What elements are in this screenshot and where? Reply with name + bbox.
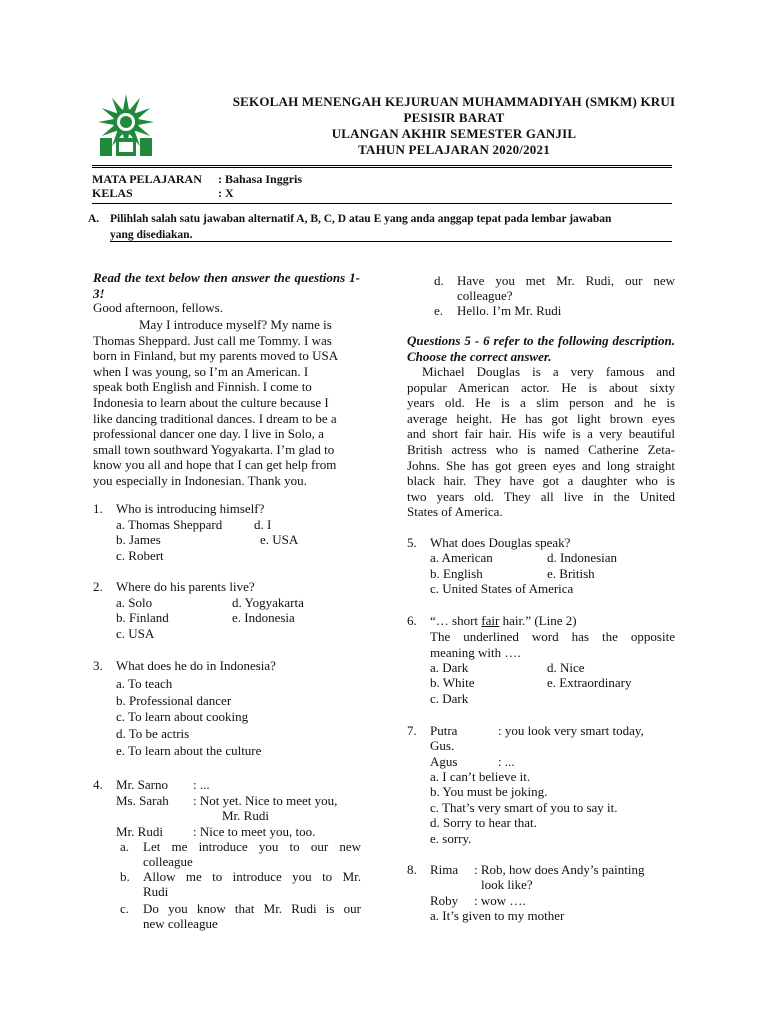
q5-option-a[interactable]: a. American: [430, 550, 493, 565]
q4-speaker-2: Ms. Sarah: [116, 793, 169, 808]
q3-option-c[interactable]: c. To learn about cooking: [116, 709, 249, 724]
q4-option-b-line-1[interactable]: Allow me to introduce you to Mr.: [143, 869, 361, 884]
q5-option-b[interactable]: b. English: [430, 566, 483, 581]
q5-option-c[interactable]: c. United States of America: [430, 581, 574, 596]
q1-question: Who is introducing himself?: [116, 501, 265, 516]
q8-number: 8.: [407, 862, 417, 877]
q4-line-2a: : Not yet. Nice to meet you,: [193, 793, 338, 808]
header-divider-bottom: [92, 167, 672, 168]
passage-line: black hair. They have got a daughter who is: [407, 473, 675, 489]
reading-instruction: Read the text below then answer the questions 1-3!: [93, 270, 360, 301]
q7-option-d[interactable]: d. Sorry to hear that.: [430, 815, 537, 830]
q4-number: 4.: [93, 777, 103, 792]
q7-line-1: : you look very smart today,: [498, 723, 644, 738]
q4-option-b-letter[interactable]: b.: [120, 869, 130, 884]
q6-question-post: hair.” (Line 2): [499, 613, 577, 628]
q4-option-a-line-2[interactable]: colleague: [143, 854, 193, 869]
section-2-instruction: Questions 5 - 6 refer to the following description. Choose the correct answer.: [407, 333, 675, 364]
passage-line: born in Finland, but my parents moved to USA: [93, 348, 339, 364]
q6-question-line-2: The underlined word has the opposite: [430, 629, 675, 644]
q4-option-c-letter[interactable]: c.: [120, 901, 130, 916]
q4-speaker-3: Mr. Rudi: [116, 824, 163, 839]
reading-passage: [93, 317, 360, 489]
q4-option-d-line-1[interactable]: Have you met Mr. Rudi, our new: [457, 273, 675, 288]
meta-divider: [92, 203, 672, 204]
passage-line: speak both English and Finnish. I come to: [93, 379, 312, 395]
q7-line-1b: Gus.: [430, 738, 455, 753]
instruction-letter: A.: [88, 213, 100, 225]
q2-option-d[interactable]: d. Yogyakarta: [232, 595, 304, 610]
passage-line: Johns. She has got green eyes and long straight: [407, 457, 675, 473]
passage-line: States of America.: [407, 504, 503, 520]
q7-option-a[interactable]: a. I can’t believe it.: [430, 769, 531, 784]
passage-line: when I was young, so I’m an American. I: [93, 363, 309, 379]
q3-option-d[interactable]: d. To be actris: [116, 726, 190, 741]
q2-option-b[interactable]: b. Finland: [116, 610, 169, 625]
class-value: : X: [218, 186, 234, 200]
q1-option-e[interactable]: e. USA: [260, 532, 299, 547]
q8-line-2: : wow ….: [474, 893, 526, 908]
q8-speaker-1: Rima: [430, 862, 459, 877]
exam-title-line: ULANGAN AKHIR SEMESTER GANJIL: [331, 126, 577, 141]
q6-number: 6.: [407, 613, 417, 628]
q4-option-d-letter[interactable]: d.: [434, 273, 444, 288]
passage-line: two years old. They all live in the United: [407, 488, 675, 504]
passage-line: and short fair hair. His wife is a very beautiful: [407, 426, 675, 442]
q4-line-2b: Mr. Rudi: [222, 808, 269, 823]
q3-option-e[interactable]: e. To learn about the culture: [116, 743, 262, 758]
header-divider-top: [92, 165, 672, 166]
passage-line: Indonesia to learn about the culture because I: [93, 394, 329, 410]
subject-label: MATA PELAJARAN: [92, 172, 202, 186]
q5-option-e[interactable]: e. British: [547, 566, 595, 581]
q6-option-b[interactable]: b. White: [430, 675, 475, 690]
passage-line: average height. He has got light brown eyes: [407, 410, 675, 426]
passage-line: like dancing traditional dances. I dream to be a: [93, 410, 337, 426]
q4-option-c-line-1[interactable]: Do you know that Mr. Rudi is our: [143, 901, 361, 916]
passage-line: professional dancer one day. I live in Solo, a: [93, 426, 324, 442]
q5-question: What does Douglas speak?: [430, 535, 571, 550]
q8-line-1: : Rob, how does Andy’s painting: [474, 862, 645, 877]
q1-option-b[interactable]: b. James: [116, 532, 161, 547]
passage-line: Thomas Sheppard. Just call me Tommy. I was: [93, 332, 332, 348]
passage-line: know you all and hope that I can get help from: [93, 457, 337, 473]
q2-question: Where do his parents live?: [116, 579, 255, 594]
q6-question: [430, 613, 577, 629]
q7-speaker-1: Putra: [430, 723, 458, 738]
q6-option-e[interactable]: e. Extraordinary: [547, 675, 632, 690]
q4-option-d-line-2[interactable]: colleague?: [457, 288, 513, 303]
q6-question-pre: “… short: [430, 613, 482, 628]
q6-option-d[interactable]: d. Nice: [547, 660, 585, 675]
q4-line-1: : ...: [193, 777, 210, 792]
instruction-divider: [110, 241, 672, 242]
q6-option-c[interactable]: c. Dark: [430, 691, 469, 706]
passage-line: you especially in Indonesian. Thank you.: [93, 472, 307, 488]
q6-question-line-3: meaning with ….: [430, 645, 521, 660]
passage-line: May I introduce myself? My name is: [139, 317, 332, 332]
passage-line: small town southward Yogyakarta. I’m glad to: [93, 441, 335, 457]
q7-line-2: : ...: [498, 754, 515, 769]
q8-option-a[interactable]: a. It’s given to my mother: [430, 908, 565, 923]
q2-number: 2.: [93, 579, 103, 594]
q4-line-3: : Nice to meet you, too.: [193, 824, 316, 839]
passage-line: years old. He is a slim person and he is: [407, 395, 675, 411]
q4-option-e-line-1[interactable]: Hello. I’m Mr. Rudi: [457, 303, 562, 318]
q4-option-e-letter[interactable]: e.: [434, 303, 444, 318]
q4-option-a-line-1[interactable]: Let me introduce you to our new: [143, 839, 361, 854]
school-name-line: SEKOLAH MENENGAH KEJURUAN MUHAMMADIYAH (SMKM) KRUI: [232, 94, 676, 109]
q6-option-a[interactable]: a. Dark: [430, 660, 469, 675]
q5-number: 5.: [407, 535, 417, 550]
q1-option-c[interactable]: c. Robert: [116, 548, 164, 563]
greeting: Good afternoon, fellows.: [93, 300, 223, 315]
q5-option-d[interactable]: d. Indonesian: [547, 550, 618, 565]
q4-speaker-1: Mr. Sarno: [116, 777, 168, 792]
q3-number: 3.: [93, 658, 103, 673]
description-passage: [407, 364, 675, 520]
q4-option-c-line-2[interactable]: new colleague: [143, 916, 218, 931]
class-label: KELAS: [92, 186, 133, 200]
q1-option-a[interactable]: a. Thomas Sheppard: [116, 517, 223, 532]
instruction-line-2: yang disediakan.: [110, 229, 193, 241]
q4-option-b-line-2[interactable]: Rudi: [143, 884, 169, 899]
q4-option-a-letter[interactable]: a.: [120, 839, 130, 854]
q8-line-1b: look like?: [481, 877, 533, 892]
q3-option-b[interactable]: b. Professional dancer: [116, 693, 232, 708]
q2-option-c[interactable]: c. USA: [116, 626, 155, 641]
passage-line: Michael Douglas is a very famous and: [422, 364, 675, 379]
q1-option-d[interactable]: d. I: [254, 517, 272, 532]
q2-option-e[interactable]: e. Indonesia: [232, 610, 295, 625]
q3-option-a[interactable]: a. To teach: [116, 676, 173, 691]
q7-number: 7.: [407, 723, 417, 738]
q7-speaker-2: Agus: [430, 754, 458, 769]
q6-underlined-word: fair: [481, 613, 500, 628]
instruction-line-1: Pilihlah salah satu jawaban alternatif A, B, C, D atau E yang anda anggap tepat pada lembar jawaban: [110, 213, 612, 225]
academic-year-line: TAHUN PELAJARAN 2020/2021: [358, 142, 550, 157]
q3-question: What does he do in Indonesia?: [116, 658, 276, 673]
q7-option-e[interactable]: e. sorry.: [430, 831, 472, 846]
q7-option-c[interactable]: c. That’s very smart of you to say it.: [430, 800, 618, 815]
school-location-line: PESISIR BARAT: [403, 110, 505, 125]
q1-number: 1.: [93, 501, 103, 516]
q8-speaker-2: Roby: [430, 893, 459, 908]
q7-option-b[interactable]: b. You must be joking.: [430, 784, 548, 799]
passage-line: popular American actor. He is about sixty: [407, 379, 675, 395]
q2-option-a[interactable]: a. Solo: [116, 595, 153, 610]
subject-value: : Bahasa Inggris: [218, 172, 303, 186]
passage-line: British actress who is named Catherine Zeta-: [407, 441, 675, 457]
